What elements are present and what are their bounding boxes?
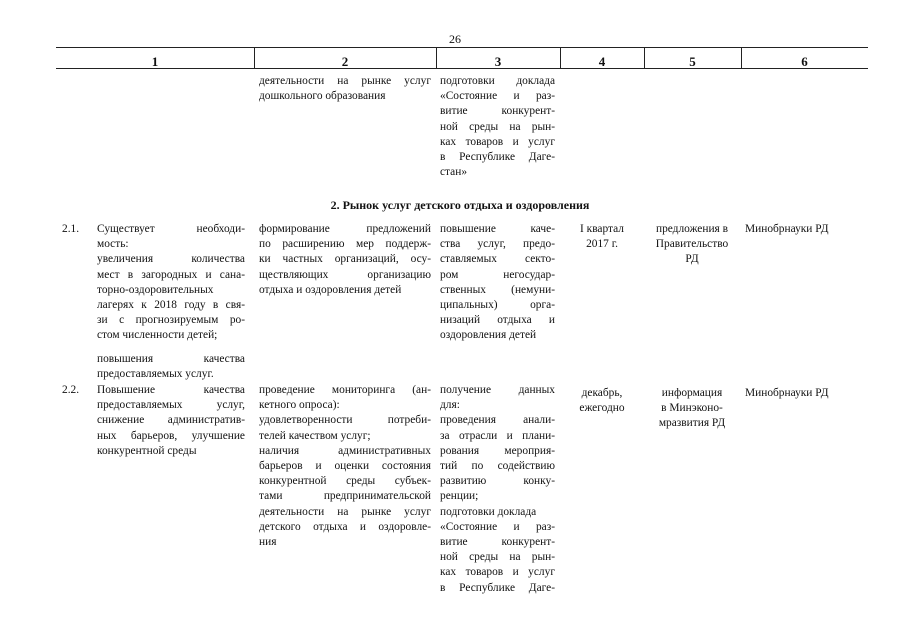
column-header-6: 6: [801, 54, 808, 69]
row-2-2-col2: проведение мониторинга (ан- кетного опроса): удовлетворенности потреби- телей качеством услуг; наличия административных барьеров и оценки состояния конкурентной среды субъек- тами предпринимательской деятельности на рынке услуг детского отдыха и оздоровле- ния: [259, 384, 431, 549]
column-header-1: 1: [151, 54, 159, 69]
row-2-1-col3: повышение каче- ства услуг, предо- ставляемых секто- ром негосудар- ственных (немуни- ципальных) орга- низаций отдыха и оздоровления детей: [440, 223, 555, 342]
page-number: 26: [449, 32, 461, 46]
row-number: 2.1.: [62, 223, 80, 235]
row-2-1-col2: формирование предложений по расширению мер поддерж- ки частных организаций, осу- ществляющих организацию отдыха и оздоровления детей: [259, 223, 431, 296]
row-2-1-col1-extra: повышения качества предоставляемых услуг.: [97, 353, 245, 381]
row-2-2-col3: получение данных для: проведения анали- за отрасли и плани- рования мероприя- тий по содействию развитию конку- ренции; подготовки доклада «Состояние и раз- витие конкурент- ной среды на рын- ках товаров и услуг в Республике Даге-: [440, 384, 555, 594]
column-header-3: 3: [494, 54, 502, 69]
row-2-2-col5: информация в Минэконо- мразвития РД: [658, 387, 726, 430]
section-title: 2. Рынок услуг детского отдыха и оздоровления: [330, 198, 590, 212]
row-2-1-col4: I квартал 2017 г.: [580, 223, 624, 251]
row-2-1-col6: Минобрнауки РД: [745, 223, 829, 235]
row-2-2-col4: декабрь, ежегодно: [579, 387, 625, 415]
row-2-1-col5: предложения в Правительство РД: [655, 223, 729, 266]
row-2-2-col1: Повышение качества предоставляемых услуг, снижение административ- ных барьеров, улучшение конкурентной среды: [97, 384, 245, 457]
header-top-rule: [56, 47, 868, 48]
continuation-col3: подготовки доклада «Состояние и раз- витие конкурент- ной среды на рын- ках товаров и услуг в Республике Даге- стан»: [440, 75, 555, 179]
column-header-4: 4: [598, 54, 606, 69]
row-2-2-col6: Минобрнауки РД: [745, 387, 829, 399]
column-header-5: 5: [689, 54, 696, 69]
row-number: 2.2.: [62, 384, 80, 396]
continuation-col2: деятельности на рынке услуг дошкольного образования: [259, 75, 431, 103]
row-2-1-col1: Существует необходи- мость: увеличения количества мест в загородных и сана- торно-оздоровительных лагерях к 2018 году в свя- зи с прогнозируемым ро- стом численности детей;: [97, 223, 245, 342]
column-header-2: 2: [341, 54, 349, 69]
